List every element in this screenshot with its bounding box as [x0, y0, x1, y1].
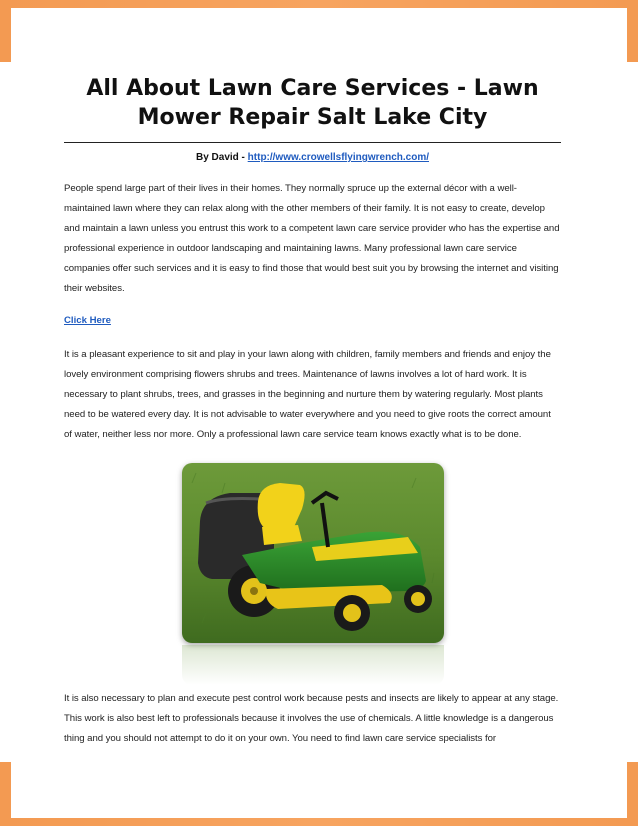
lawn-mower-image [182, 463, 444, 643]
page-title: All About Lawn Care Services - Lawn Mower Repair Salt Lake City [86, 76, 539, 130]
paragraph-3: It is also necessary to plan and execute pest control work because pests and insects are likely to appear at any stage. This work is also best left to professionals because it involves the use of chemicals. A little knowledge is a dangerous thing and you should not attempt to do it on your own. You need to find lawn care service specialists for [64, 693, 559, 744]
document-content [64, 70, 561, 749]
title-divider [64, 142, 561, 143]
byline-link[interactable]: http://www.crowellsflyingwrench.com/ [247, 152, 429, 163]
byline-author: By David - [195, 152, 248, 163]
click-here-link[interactable]: Click Here [64, 315, 111, 326]
byline [64, 151, 561, 165]
paragraph-1: People spend large part of their lives in their homes. They normally spruce up the external décor with a well-maintained lawn where they can relax along with the other members of their family. It is not easy to create, develop and maintain a lawn unless you entrust this work to a competent lawn care service provider who has the expertise and professional experience in outdoor landscaping and maintaining lawns. Many professional lawn care service companies offer such services and it is easy to find those that would best suit you by browsing the internet and visiting their websites. [64, 183, 560, 294]
photo-reflection [182, 645, 444, 685]
paragraph-2: It is a pleasant experience to sit and play in your lawn along with children, family members and friends and enjoy the lovely environment comprising flowers shrubs and trees. Maintenance of lawns involves a lot of hard work. It is necessary to plant shrubs, trees, and grasses in the beginning and nurture them by watering regularly. Most plants need to be watered every day. It is not advisable to water everywhere and you need to give roots the correct amount of water, neither less nor more. Only a professional lawn care service team knows exactly what is to be done. [64, 349, 551, 440]
click-here-block [64, 311, 561, 331]
mower-photo-frame [178, 463, 448, 659]
